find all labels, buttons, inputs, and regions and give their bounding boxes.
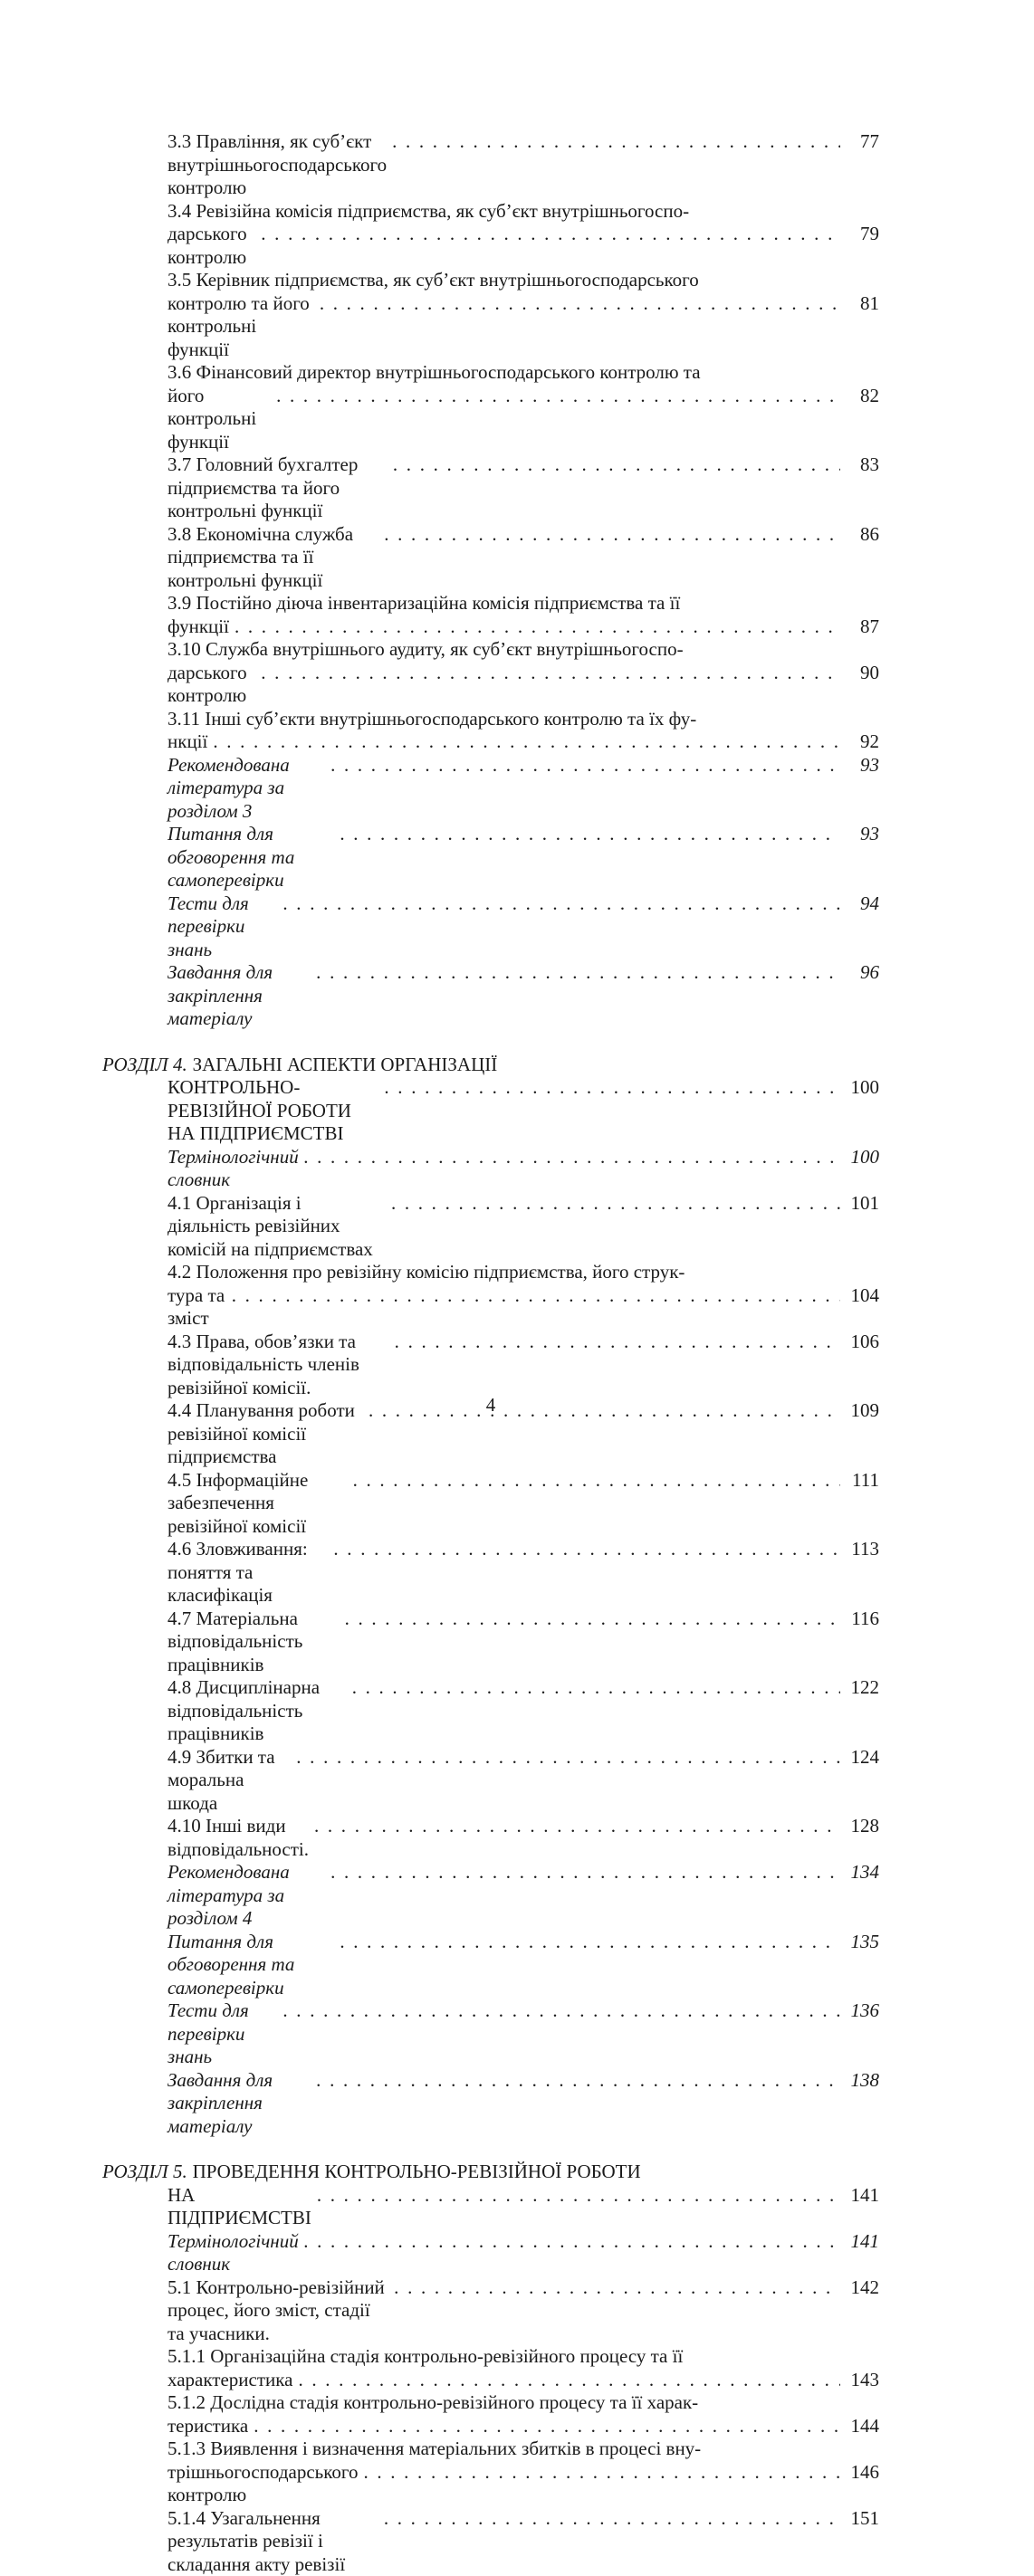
entry-title-text: трішньогосподарського контролю	[168, 2461, 358, 2507]
toc-entry-line	[102, 1815, 879, 1861]
entry-page-number: 81	[843, 292, 879, 316]
entry-title-text: 4.5 Інформаційне забезпечення ревізійної комісії	[168, 1469, 348, 1539]
entry-page-number: 82	[843, 385, 879, 408]
dot-leader	[394, 2276, 840, 2300]
entry-page-number: 135	[843, 1931, 879, 1954]
entry-page-number: 94	[843, 892, 879, 916]
toc-entry-line	[102, 2184, 879, 2230]
dot-leader	[254, 2415, 840, 2438]
entry-page-number: 109	[843, 1399, 879, 1423]
entry-page-number: 128	[843, 1815, 879, 1838]
toc-entry-line	[102, 130, 879, 200]
entry-title-text: 4.10 Інші види відповідальності.	[168, 1815, 309, 1861]
entry-title-text: Завдання для закріплення матеріалу	[168, 961, 311, 1031]
dot-leader	[352, 1676, 840, 1700]
entry-page-number: 151	[843, 2507, 879, 2531]
footer-page-number: 4	[486, 1394, 496, 1416]
toc-entry-line	[102, 1861, 879, 1931]
entry-title-text: 3.8 Економічна служба підприємства та її контрольні функції	[168, 523, 378, 593]
dot-leader	[331, 1861, 840, 1884]
entry-title-text: Термінологічний словник	[168, 2230, 299, 2276]
dot-leader	[235, 615, 840, 639]
toc-entry-line	[102, 361, 879, 385]
entry-page-number: 83	[843, 453, 879, 477]
entry-page-number: 143	[843, 2369, 879, 2392]
entry-title-text: функції	[168, 615, 229, 639]
toc-entry-line	[102, 269, 879, 292]
entry-page-number: 111	[843, 1469, 879, 1493]
entry-title-text: характеристика	[168, 2369, 292, 2392]
toc-entry-line	[102, 638, 879, 662]
toc-entry-line	[102, 1284, 879, 1331]
dot-leader	[340, 823, 840, 846]
entry-title-text: 4.1 Організація і діяльність ревізійних комісій на підприємствах	[168, 1192, 386, 1262]
entry-title-text: 4.4 Планування роботи ревізійної комісії підприємства	[168, 1399, 363, 1469]
entry-title-text: Питання для обговорення та самоперевірки	[168, 1931, 335, 2000]
toc-entry-line	[102, 2507, 879, 2576]
toc-entry-line	[102, 1192, 879, 1262]
dot-leader	[363, 2461, 840, 2485]
toc-entry-line	[102, 2161, 879, 2184]
toc-entry-line	[102, 2391, 879, 2415]
entry-title-text: Тести для перевірки знань	[168, 1999, 278, 2069]
toc-entry-line	[102, 823, 879, 892]
entry-title-text: ПРОВЕДЕННЯ КОНТРОЛЬНО-РЕВІЗІЙНОЇ РОБОТИ	[193, 2161, 641, 2184]
toc-entry-line	[102, 223, 879, 269]
toc-entry-line	[102, 2461, 879, 2507]
entry-title-text: Рекомендована література за розділом 4	[168, 1861, 326, 1931]
toc-entry-line	[102, 2069, 879, 2139]
dot-leader	[283, 1999, 840, 2023]
entry-title-text: 5.1 Контрольно-ревізійний процес, його зміст, стадії та учасники.	[168, 2276, 388, 2346]
entry-page-number: 146	[843, 2461, 879, 2485]
entry-page-number: 96	[843, 961, 879, 985]
dot-leader	[304, 2230, 840, 2254]
entry-title-text: 3.7 Головний бухгалтер підприємства та його контрольні функції	[168, 453, 388, 523]
toc-block	[102, 2161, 879, 2576]
table-of-contents	[102, 130, 879, 2576]
entry-title-text: 3.3 Правління, як суб’єкт внутрішньогосподарського контролю	[168, 130, 387, 200]
toc-entry-line	[102, 2369, 879, 2392]
dot-leader	[395, 1331, 840, 1354]
toc-entry-line	[102, 1054, 879, 1077]
entry-title-text: дарського контролю	[168, 223, 255, 269]
toc-entry-line	[102, 754, 879, 824]
toc-entry-line	[102, 292, 879, 362]
toc-entry-line	[102, 2276, 879, 2346]
entry-title-text: 3.10 Служба внутрішнього аудиту, як суб’єкт внутрішньогоспо-	[168, 638, 684, 662]
entry-title-text: Завдання для закріплення матеріалу	[168, 2069, 311, 2139]
entry-title-text: Тести для перевірки знань	[168, 892, 278, 962]
entry-title-text: теристика	[168, 2415, 248, 2438]
toc-entry-line	[102, 1331, 879, 1400]
toc-entry-line	[102, 1746, 879, 1816]
entry-title-text: 4.2 Положення про ревізійну комісію підприємства, його струк-	[168, 1261, 685, 1284]
dot-leader	[384, 1076, 840, 1100]
entry-title-text: ЗАГАЛЬНІ АСПЕКТИ ОРГАНІЗАЦІЇ	[193, 1054, 498, 1077]
entry-title-text: 3.4 Ревізійна комісія підприємства, як суб’єкт внутрішньогоспо-	[168, 200, 689, 224]
dot-leader	[392, 130, 840, 154]
entry-title-text: 4.3 Права, обов’язки та відповідальність членів ревізійної комісії.	[168, 1331, 389, 1400]
toc-entry-line	[102, 961, 879, 1031]
entry-title-text: 3.6 Фінансовий директор внутрішньогосподарського контролю та	[168, 361, 701, 385]
dot-leader	[317, 2184, 840, 2208]
entry-page-number: 87	[843, 615, 879, 639]
dot-leader	[331, 754, 840, 778]
toc-entry-line	[102, 1931, 879, 2000]
toc-entry-line	[102, 1469, 879, 1539]
entry-title-text: його контрольні функції	[168, 385, 271, 454]
dot-leader	[384, 2507, 840, 2531]
entry-page-number: 141	[843, 2230, 879, 2254]
entry-page-number: 79	[843, 223, 879, 246]
dot-leader	[391, 1192, 840, 1216]
entry-title-text: Рекомендована література за розділом 3	[168, 754, 326, 824]
toc-entry-line	[102, 200, 879, 224]
entry-title-text: 4.9 Збитки та моральна шкода	[168, 1746, 291, 1816]
toc-entry-line	[102, 1999, 879, 2069]
dot-leader	[317, 2069, 840, 2093]
dot-leader	[340, 1931, 840, 1954]
entry-title-text: тура та зміст	[168, 1284, 226, 1331]
toc-entry-line	[102, 2345, 879, 2369]
entry-title-text: 5.1.2 Дослідна стадія контрольно-ревізійного процесу та її харак-	[168, 2391, 698, 2415]
entry-page-number: 93	[843, 754, 879, 778]
toc-blocks	[102, 130, 879, 2576]
entry-title-text: 3.11 Інші суб’єкти внутрішньогосподарського контролю та їх фу-	[168, 708, 696, 731]
entry-page-number: 93	[843, 823, 879, 846]
toc-entry-line	[102, 1676, 879, 1746]
dot-leader	[317, 961, 840, 985]
dot-leader	[320, 292, 840, 316]
entry-title-text: 5.1.4 Узагальнення результатів ревізії і складання акту ревізії	[168, 2507, 378, 2576]
entry-title-text: 4.8 Дисциплінарна відповідальність працівників	[168, 1676, 347, 1746]
entry-page-number: 100	[843, 1146, 879, 1169]
entry-page-number: 101	[843, 1192, 879, 1216]
entry-title-text: нкції	[168, 730, 207, 754]
toc-block	[102, 130, 879, 1031]
toc-entry-line	[102, 453, 879, 523]
entry-title-text: 5.1.1 Організаційна стадія контрольно-ревізійного процесу та її	[168, 2345, 683, 2369]
page-footer	[102, 1394, 879, 1417]
entry-page-number: 116	[843, 1608, 879, 1631]
entry-title-text: НА ПІДПРИЄМСТВІ	[168, 2184, 311, 2230]
toc-block	[102, 1054, 879, 2139]
chapter-number-label: РОЗДІЛ 5.	[102, 2161, 187, 2184]
entry-page-number: 86	[843, 523, 879, 547]
entry-page-number: 141	[843, 2184, 879, 2208]
entry-page-number: 106	[843, 1331, 879, 1354]
dot-leader	[393, 453, 840, 477]
entry-page-number: 100	[843, 1076, 879, 1100]
entry-page-number: 138	[843, 2069, 879, 2093]
dot-leader	[232, 1284, 840, 1308]
entry-page-number: 144	[843, 2415, 879, 2438]
dot-leader	[345, 1608, 840, 1631]
dot-leader	[298, 2369, 840, 2392]
entry-title-text: КОНТРОЛЬНО-РЕВІЗІЙНОЇ РОБОТИ НА ПІДПРИЄМСТВІ	[168, 1076, 378, 1146]
toc-entry-line	[102, 1076, 879, 1146]
entry-title-text: Питання для обговорення та самоперевірки	[168, 823, 335, 892]
entry-page-number: 124	[843, 1746, 879, 1770]
dot-leader	[314, 1815, 840, 1838]
dot-leader	[384, 523, 840, 547]
entry-page-number: 77	[843, 130, 879, 154]
dot-leader	[276, 385, 840, 408]
toc-entry-line	[102, 1608, 879, 1677]
entry-page-number: 122	[843, 1676, 879, 1700]
toc-entry-line	[102, 1261, 879, 1284]
entry-page-number: 90	[843, 662, 879, 685]
toc-entry-line	[102, 892, 879, 962]
entry-title-text: 5.1.3 Виявлення і визначення матеріальних збитків в процесі вну-	[168, 2438, 701, 2461]
dot-leader	[304, 1146, 840, 1169]
toc-entry-line	[102, 523, 879, 593]
entry-title-text: Термінологічний словник	[168, 1146, 299, 1192]
dot-leader	[261, 662, 840, 685]
toc-entry-line	[102, 2438, 879, 2461]
toc-entry-line	[102, 615, 879, 639]
dot-leader	[213, 730, 840, 754]
entry-page-number: 134	[843, 1861, 879, 1884]
toc-entry-line	[102, 1538, 879, 1608]
entry-page-number: 104	[843, 1284, 879, 1308]
entry-page-number: 142	[843, 2276, 879, 2300]
dot-leader	[296, 1746, 840, 1770]
entry-page-number: 136	[843, 1999, 879, 2023]
dot-leader	[261, 223, 840, 246]
entry-title-text: 3.5 Керівник підприємства, як суб’єкт внутрішньогосподарського	[168, 269, 699, 292]
entry-title-text: 3.9 Постійно діюча інвентаризаційна комісія підприємства та її	[168, 592, 680, 615]
toc-entry-line	[102, 2415, 879, 2438]
entry-title-text: 4.6 Зловживання: поняття та класифікація	[168, 1538, 328, 1608]
toc-entry-line	[102, 662, 879, 708]
toc-entry-line	[102, 1146, 879, 1192]
entry-title-text: 4.7 Матеріальна відповідальність працівників	[168, 1608, 340, 1677]
dot-leader	[283, 892, 840, 916]
toc-entry-line	[102, 385, 879, 454]
toc-entry-line	[102, 2230, 879, 2276]
entry-title-text: контролю та його контрольні функції	[168, 292, 314, 362]
entry-title-text: дарського контролю	[168, 662, 255, 708]
toc-entry-line	[102, 730, 879, 754]
chapter-number-label: РОЗДІЛ 4.	[102, 1054, 187, 1077]
dot-leader	[333, 1538, 840, 1561]
toc-entry-line	[102, 708, 879, 731]
entry-page-number: 92	[843, 730, 879, 754]
toc-entry-line	[102, 592, 879, 615]
dot-leader	[353, 1469, 840, 1493]
entry-page-number: 113	[843, 1538, 879, 1561]
